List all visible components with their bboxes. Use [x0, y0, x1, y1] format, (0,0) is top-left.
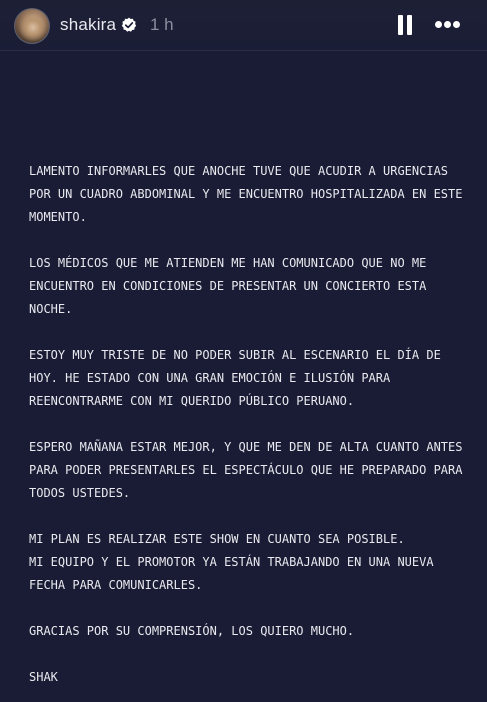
message-line: HOY. HE ESTADO CON UNA GRAN EMOCIÓN E ILUSIÓN PARA [29, 371, 391, 385]
more-dot [453, 21, 460, 28]
message-line: MI EQUIPO Y EL PROMOTOR YA ESTÁN TRABAJANDO EN UNA NUEVA [29, 555, 434, 569]
message-line: MI PLAN ES REALIZAR ESTE SHOW EN CUANTO SEA POSIBLE. [29, 532, 405, 546]
message-line: TODOS USTEDES. [29, 486, 131, 500]
more-dot [444, 21, 451, 28]
message-paragraph [29, 252, 477, 321]
pause-icon[interactable] [396, 15, 414, 35]
verified-badge-icon [121, 17, 137, 33]
message-paragraph [29, 436, 477, 505]
message-line: ESPERO MAÑANA ESTAR MEJOR, Y QUE ME DEN DE ALTA CUANTO ANTES [29, 440, 463, 454]
story-message [29, 160, 477, 689]
message-line: LAMENTO INFORMARLES QUE ANOCHE TUVE QUE ACUDIR A URGENCIAS [29, 164, 449, 178]
message-line: PARA PODER PRESENTARLES EL ESPECTÁCULO QUE HE PREPARADO PARA [29, 463, 463, 477]
message-line: SHAK [29, 670, 58, 684]
post-time: 1 h [150, 15, 174, 34]
story-header [0, 0, 487, 51]
message-line: FECHA PARA COMUNICARLES. [29, 578, 203, 592]
message-paragraph [29, 528, 477, 597]
message-line: POR UN CUADRO ABDOMINAL Y ME ENCUENTRO HOSPITALIZADA EN ESTE [29, 187, 463, 201]
message-line: LOS MÉDICOS QUE ME ATIENDEN ME HAN COMUNICADO QUE NO ME [29, 256, 427, 270]
avatar-photo [17, 13, 49, 44]
message-paragraph [29, 620, 477, 643]
message-line: REENCONTRARME CON MI QUERIDO PÚBLICO PERUANO. [29, 394, 355, 408]
message-paragraph [29, 666, 477, 689]
message-paragraph [29, 344, 477, 413]
pause-bar-left [398, 15, 403, 35]
message-line: GRACIAS POR SU COMPRENSIÓN, LOS QUIERO MUCHO. [29, 624, 355, 638]
message-line: NOCHE. [29, 302, 73, 316]
pause-bar-right [407, 15, 412, 35]
more-dot [435, 21, 442, 28]
message-line: ENCUENTRO EN CONDICIONES DE PRESENTAR UN CONCIERTO ESTA [29, 279, 427, 293]
message-line: MOMENTO. [29, 210, 87, 224]
message-line: ESTOY MUY TRISTE DE NO PODER SUBIR AL ESCENARIO EL DÍA DE [29, 348, 441, 362]
profile-username[interactable]: shakira [60, 15, 117, 34]
message-paragraph [29, 160, 477, 229]
profile-avatar[interactable] [14, 8, 50, 44]
more-options-icon[interactable] [433, 21, 463, 29]
